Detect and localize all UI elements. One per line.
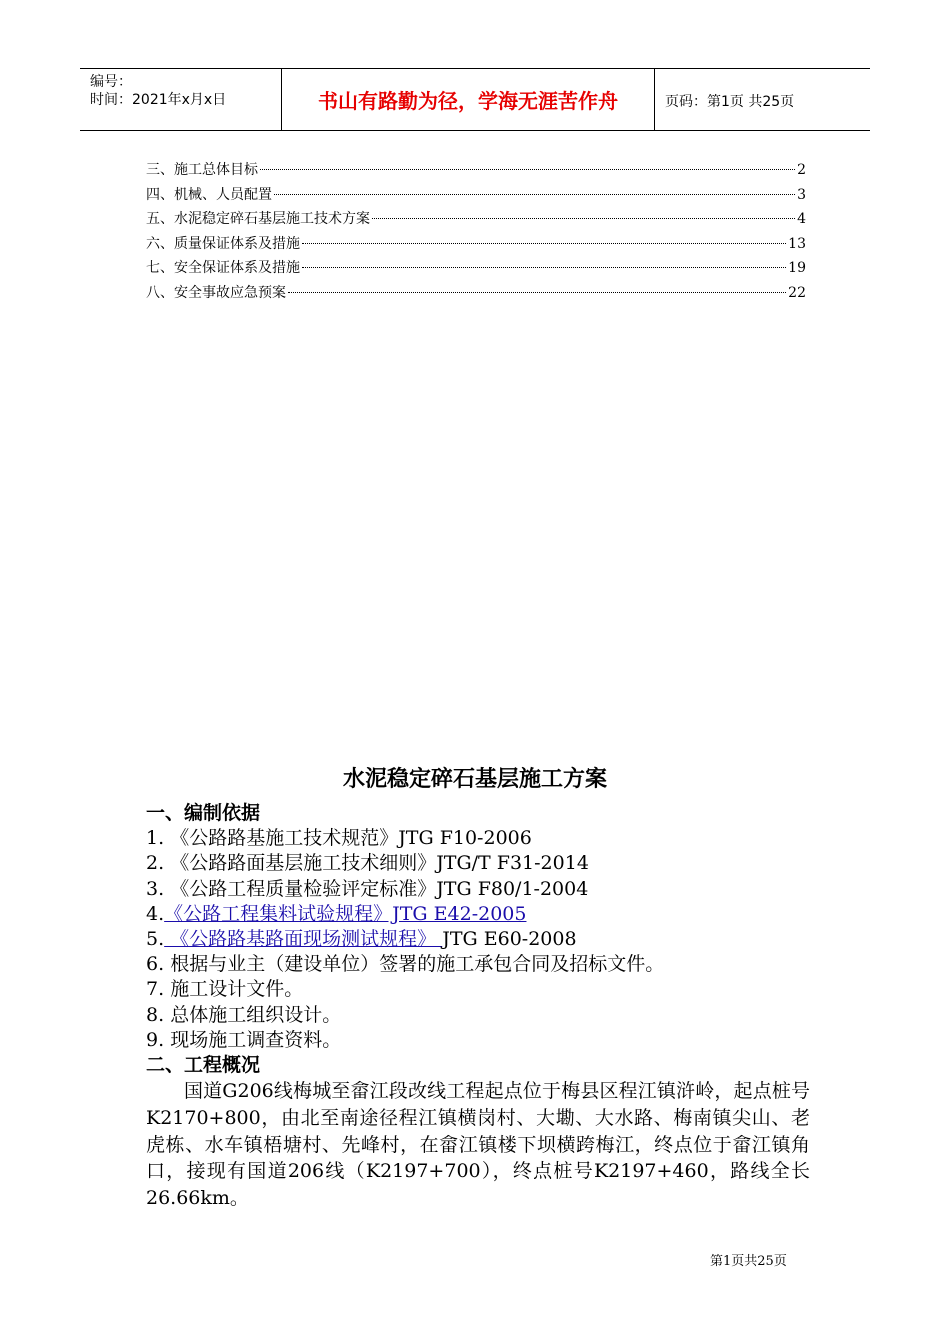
toc-item[interactable]	[146, 232, 806, 257]
time-label: 时间：2021年x月x日	[90, 92, 227, 108]
basis-item	[146, 1003, 810, 1028]
basis-item-text: 《公路路面基层施工技术细则》JTG/T F31-2014	[170, 852, 589, 875]
toc-item-title: 三、施工总体目标	[146, 162, 258, 178]
basis-item-text: JTG E60-2008	[442, 927, 577, 950]
toc-item-page: 22	[788, 284, 806, 301]
basis-item-text: 施工设计文件。	[170, 978, 304, 1001]
page-footer: 第1页共25页	[710, 1254, 787, 1269]
section-heading-overview: 二、工程概况	[146, 1053, 261, 1076]
toc-item-page: 4	[797, 211, 806, 228]
toc-item[interactable]	[146, 183, 806, 208]
basis-item-link[interactable]: 《公路路基路面现场测试规程》	[164, 927, 443, 950]
table-of-contents	[146, 158, 806, 306]
basis-item-text: 总体施工组织设计。	[170, 1003, 342, 1026]
section-heading-basis: 一、编制依据	[146, 802, 261, 824]
toc-item-title: 五、水泥稳定碎石基层施工技术方案	[146, 211, 370, 228]
header-motto: 书山有路勤为径，学海无涯苦作舟	[282, 69, 655, 130]
basis-item-text: 根据与业主（建设单位）签署的施工承包合同及招标文件。	[170, 953, 665, 976]
basis-item-text: 《公路工程质量检验评定标准》JTG F80/1-2004	[170, 877, 589, 900]
overview-paragraph: 国道G206线梅城至畲江段改线工程起点位于梅县区程江镇浒岭，起点桩号K2170+800，由北至南途径程江镇横岗村、大墈、大水路、梅南镇尖山、老虎栋、水车镇梧塘村、先峰村，在畲江镇楼下坝横跨梅江，终点位于畲江镇角口，接现有国道206线（K2197+700），终点桩号K2197+460，路线全长26.66km。	[146, 1080, 810, 1210]
basis-item	[146, 902, 810, 927]
basis-item	[146, 927, 810, 952]
toc-leader-dots	[260, 169, 795, 170]
toc-leader-dots	[302, 243, 786, 244]
toc-item-page: 13	[788, 235, 806, 252]
basis-item-number: 2.	[146, 852, 165, 875]
basis-item	[146, 877, 810, 902]
header-meta-cell	[80, 69, 282, 130]
basis-item-number: 7.	[146, 978, 165, 1001]
toc-item[interactable]	[146, 256, 806, 281]
toc-leader-dots	[288, 292, 786, 293]
basis-item-number: 5.	[146, 927, 165, 950]
basis-item-link[interactable]: 《公路工程集料试验规程》JTG E42-2005	[164, 902, 527, 925]
basis-item-number: 4.	[146, 902, 165, 925]
toc-item[interactable]	[146, 281, 806, 306]
basis-item-text: 现场施工调查资料。	[170, 1028, 342, 1051]
toc-leader-dots	[372, 218, 795, 219]
document-title: 水泥稳定碎石基层施工方案	[342, 767, 607, 792]
toc-item-page: 2	[797, 162, 806, 178]
basis-item-number: 3.	[146, 877, 165, 900]
basis-item-number: 6.	[146, 953, 165, 976]
basis-item	[146, 826, 810, 851]
toc-item-page: 19	[788, 260, 806, 277]
basis-item	[146, 851, 810, 876]
basis-item	[146, 977, 810, 1002]
toc-item-title: 六、质量保证体系及措施	[146, 235, 300, 252]
toc-leader-dots	[302, 267, 786, 268]
toc-item-title: 八、安全事故应急预案	[146, 284, 286, 301]
toc-item-title: 四、机械、人员配置	[146, 186, 272, 203]
toc-item-title: 七、安全保证体系及措施	[146, 260, 300, 277]
document-body	[146, 801, 810, 1212]
basis-item-number: 1.	[146, 827, 165, 850]
basis-item	[146, 952, 810, 977]
basis-item-number: 9.	[146, 1028, 165, 1051]
toc-item[interactable]	[146, 158, 806, 183]
toc-item[interactable]	[146, 207, 806, 232]
number-label: 编号：	[90, 74, 132, 90]
page-header	[80, 68, 870, 131]
basis-item-text: 《公路路基施工技术规范》JTG F10-2006	[170, 827, 532, 850]
toc-item-page: 3	[797, 186, 806, 203]
header-page-info: 页码：第1页 共25页	[665, 94, 795, 110]
basis-item-number: 8.	[146, 1003, 165, 1026]
basis-item	[146, 1028, 810, 1053]
toc-leader-dots	[274, 194, 795, 195]
